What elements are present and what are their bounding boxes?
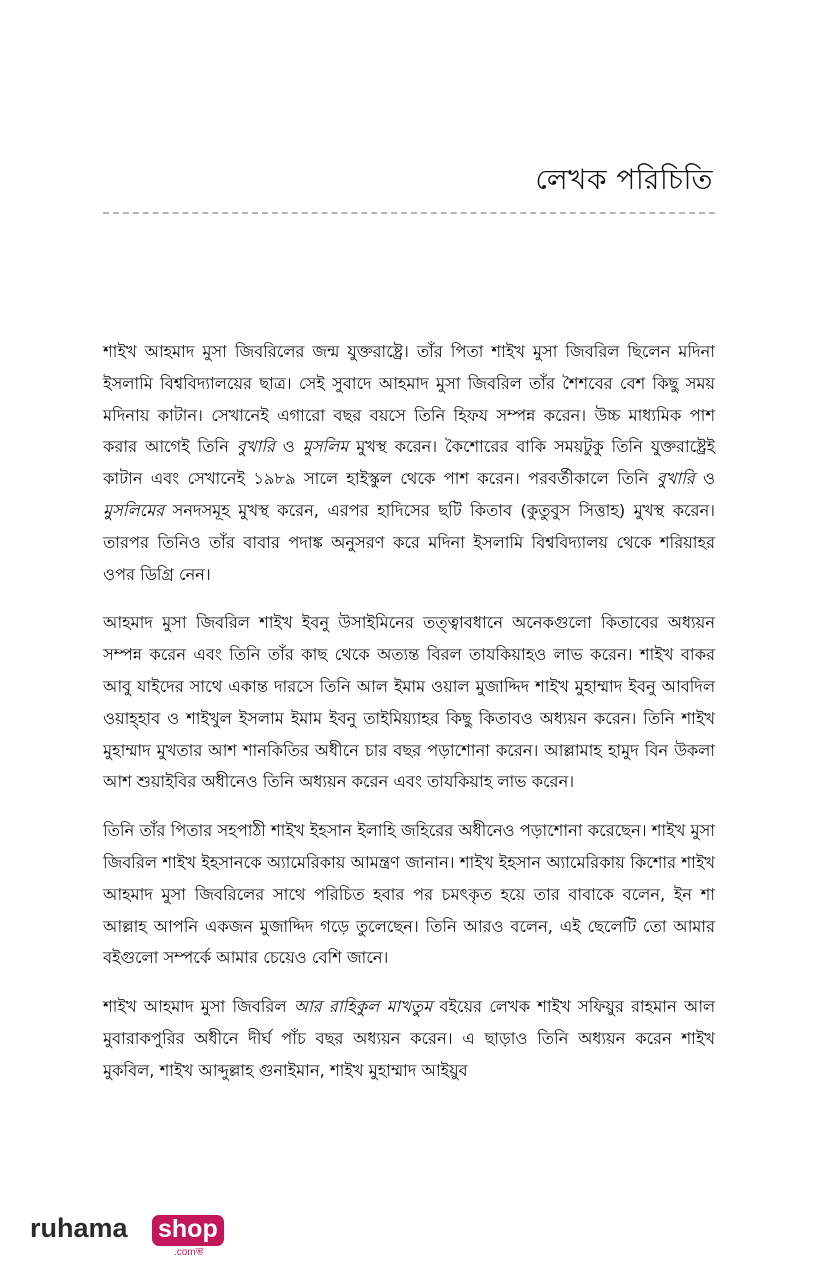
paragraph-4-text-a: শাইখ আহমাদ মুসা জিবরিল bbox=[103, 997, 294, 1017]
body-text bbox=[103, 336, 715, 1087]
paragraph-1-text-g: ও bbox=[694, 469, 715, 489]
logo-shop-badge: shop bbox=[152, 1215, 224, 1246]
logo-domain-text: .comম্ভ bbox=[174, 1247, 204, 1258]
paragraph-2: আহমাদ মুসা জিবরিল শাইখ ইবনু উসাইমিনের তত্ত্বাবধানে অনেকগুলো কিতাবের অধ্যয়ন সম্পন্ন করেন এবং তিনি তাঁর কাছ থেকে অত্যন্ত বিরল তাযকিয়াহও লাভ করেন। শাইখ বাকর আবু যাইদের সাথে একান্ত দারসে তিনি আল ইমাম ওয়াল মুজাদ্দিদ শাইখ মুহাম্মাদ ইবনু আবদিল ওয়াহ্হাব ও শাইখুল ইসলাম ইমাম ইবনু তাইমিয়্যাহর কিছু কিতাবও অধ্যয়ন করেন। তিনি শাইখ মুহাম্মাদ মুখতার আশ শানকিতির অধীনে চার বছর পড়াশোনা করেন। আল্লামাহ হামুদ বিন উকলা আশ শুয়াইবির অধীনেও তিনি অধ্যয়ন করেন এবং তাযকিয়াহ লাভ করেন। bbox=[103, 613, 715, 792]
title-divider bbox=[103, 212, 715, 214]
paragraph-4-text-c: বইয়ের লেখক শাইখ সফিয়ুর রাহমান আল মুবারাকপুরির অধীনে দীর্ঘ পাঁচ বছর অধ্যয়ন করেন। এ ছাড়াও তিনি অধ্যয়ন করেন শাইখ মুকবিল, শাইখ আব্দুল্লাহ গুনাইমান, শাইখ মুহাম্মাদ আইয়ুব bbox=[103, 997, 716, 1080]
paragraph-3: তিনি তাঁর পিতার সহপাঠী শাইখ ইহসান ইলাহি জহিরের অধীনেও পড়াশোনা করেছেন। শাইখ মুসা জিবরিল শাইখ ইহসানকে অ্যামেরিকায় আমন্ত্রণ জানান। শাইখ ইহসান অ্যামেরিকায় কিশোর শাইখ আহমাদ মুসা জিবরিলের সাথে পরিচিত হবার পর চমৎকৃত হয়ে তার বাবাকে বলেন, ইন শা আল্লাহ আপনি একজন মুজাদ্দিদ গড়ে তুলেছেন। তিনি আরও বলেন, এই ছেলেটি তো আমার বইগুলো সম্পর্কে আমার চেয়েও বেশি জানে। bbox=[103, 821, 715, 968]
page-title: লেখক পরিচিতি bbox=[535, 163, 713, 196]
paragraph-1 bbox=[103, 336, 715, 590]
paragraph-1-italic-bukhari-2: বুখারি bbox=[656, 469, 695, 489]
paragraph-1-text-i: সনদসমূহ মুখস্থ করেন, এরপর হাদিসের ছটি কিতাব (কুতুবুস সিত্তাহ) মুখস্থ করেন। তারপর তিনিও তাঁর বাবার পদাঙ্ক অনুসরণ করে মদিনা ইসলামি বিশ্ববিদ্যালয় থেকে শরিয়াহর ওপর ডিগ্রি নেন। bbox=[103, 500, 715, 584]
paragraph-4-italic-book-title: আর রাহিকুল মাখতুম bbox=[293, 997, 433, 1017]
paragraph-1-italic-muslim: মুসলিম bbox=[302, 437, 349, 457]
paragraph-1-text-c: ও bbox=[274, 437, 303, 457]
paragraph-1-text-a: শাইখ আহমাদ মুসা জিবরিলের জন্ম যুক্তরাষ্ট্রে। তাঁর পিতা শাইখ মুসা জিবরিল ছিলেন মদিনা ইসলামি বিশ্ববিদ্যালয়ের ছাত্র। সেই সুবাদে আহমাদ মুসা জিবরিল তাঁর শৈশবের বেশ কিছু সময় মদিনায় কাটান। সেখানেই এগারো বছর বয়সে তিনি হিফয সম্পন্ন করেন। উচ্চ মাধ্যমিক পাশ করার আগেই তিনি bbox=[103, 342, 715, 457]
paragraph-4 bbox=[103, 991, 715, 1086]
ruhamashop-logo bbox=[30, 1213, 230, 1258]
paragraph-1-italic-bukhari: বুখারি bbox=[236, 437, 275, 457]
logo-brand-text: ruhama bbox=[30, 1213, 128, 1243]
paragraph-1-text-e: মুখস্থ করেন। কৈশোরের বাকি সময়টুকু তিনি যুক্তরাষ্ট্রেই কাটান এবং সেখানেই ১৯৮৯ সালে হাইস্কুল থেকে পাশ করেন। পরবর্তীকালে তিনি bbox=[103, 437, 715, 489]
paragraph-1-italic-muslimer: মুসলিমের bbox=[103, 500, 165, 520]
